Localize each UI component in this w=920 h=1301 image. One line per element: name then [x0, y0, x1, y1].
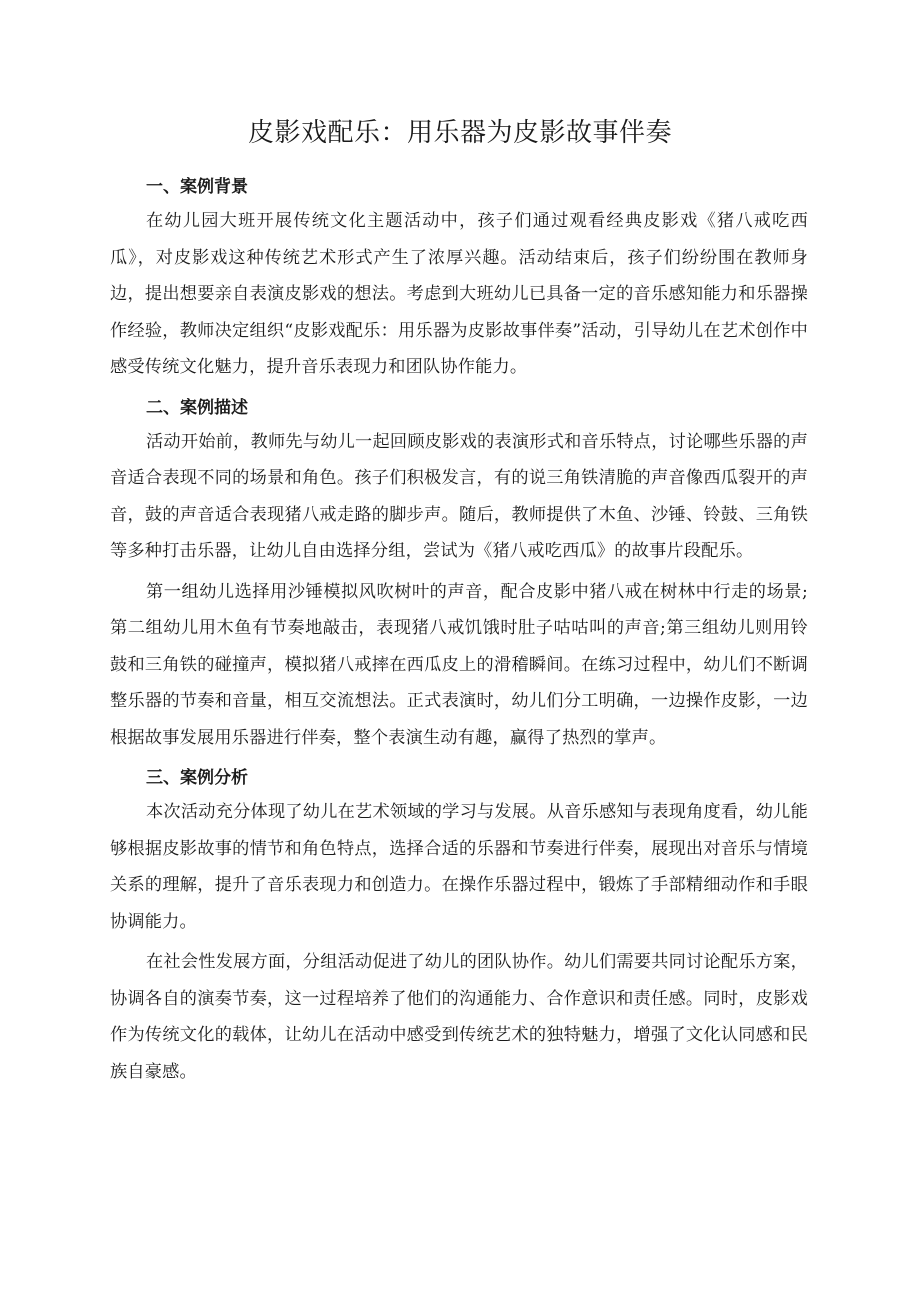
section-heading-background: 一、案例背景	[146, 177, 248, 197]
paragraph-analysis-1: 本次活动充分体现了幼儿在艺术领域的学习与发展。从音乐感知与表现角度看，幼儿能够根据皮影故事的情节和角色特点，选择合适的乐器和节奏进行伴奏，展现出对音乐与情境关系的理解，提升了音乐表现力和创造力。在操作乐器过程中，锻炼了手部精细动作和手眼协调能力。	[110, 802, 808, 932]
paragraph-background: 在幼儿园大班开展传统文化主题活动中，孩子们通过观看经典皮影戏《猪八戒吃西瓜》，对皮影戏这种传统艺术形式产生了浓厚兴趣。活动结束后，孩子们纷纷围在教师身边，提出想要亲自表演皮影戏的想法。考虑到大班幼儿已具备一定的音乐感知能力和乐器操作经验，教师决定组织“皮影戏配乐：用乐器为皮影故事伴奏”活动，引导幼儿在艺术创作中感受传统文化魅力，提升音乐表现力和团队协作能力。	[110, 211, 808, 377]
paragraph-description-2: 第一组幼儿选择用沙锤模拟风吹树叶的声音，配合皮影中猪八戒在树林中行走的场景;第二组幼儿用木鱼有节奏地敲击，表现猪八戒饥饿时肚子咕咕叫的声音;第三组幼儿则用铃鼓和三角铁的碰撞声，模拟猪八戒摔在西瓜皮上的滑稽瞬间。在练习过程中，幼儿们不断调整乐器的节奏和音量，相互交流想法。正式表演时，幼儿们分工明确，一边操作皮影，一边根据故事发展用乐器进行伴奏，整个表演生动有趣，赢得了热烈的掌声。	[110, 581, 808, 748]
section-heading-analysis: 三、案例分析	[146, 768, 248, 788]
section-heading-description: 二、案例描述	[146, 397, 248, 418]
document-body	[110, 171, 808, 1090]
paragraph-description-1: 活动开始前，教师先与幼儿一起回顾皮影戏的表演形式和音乐特点，讨论哪些乐器的声音适合表现不同的场景和角色。孩子们积极发言，有的说三角铁清脆的声音像西瓜裂开的声音，鼓的声音适合表现猪八戒走路的脚步声。随后，教师提供了木鱼、沙锤、铃鼓、三角铁等多种打击乐器，让幼儿自由选择分组，尝试为《猪八戒吃西瓜》的故事片段配乐。	[110, 431, 808, 561]
paragraph-analysis-2: 在社会性发展方面，分组活动促进了幼儿的团队协作。幼儿们需要共同讨论配乐方案，协调各自的演奏节奏，这一过程培养了他们的沟通能力、合作意识和责任感。同时，皮影戏作为传统文化的载体，让幼儿在活动中感受到传统艺术的独特魅力，增强了文化认同感和民族自豪感。	[110, 952, 808, 1082]
document-title: 皮影戏配乐：用乐器为皮影故事伴奏	[247, 118, 672, 148]
